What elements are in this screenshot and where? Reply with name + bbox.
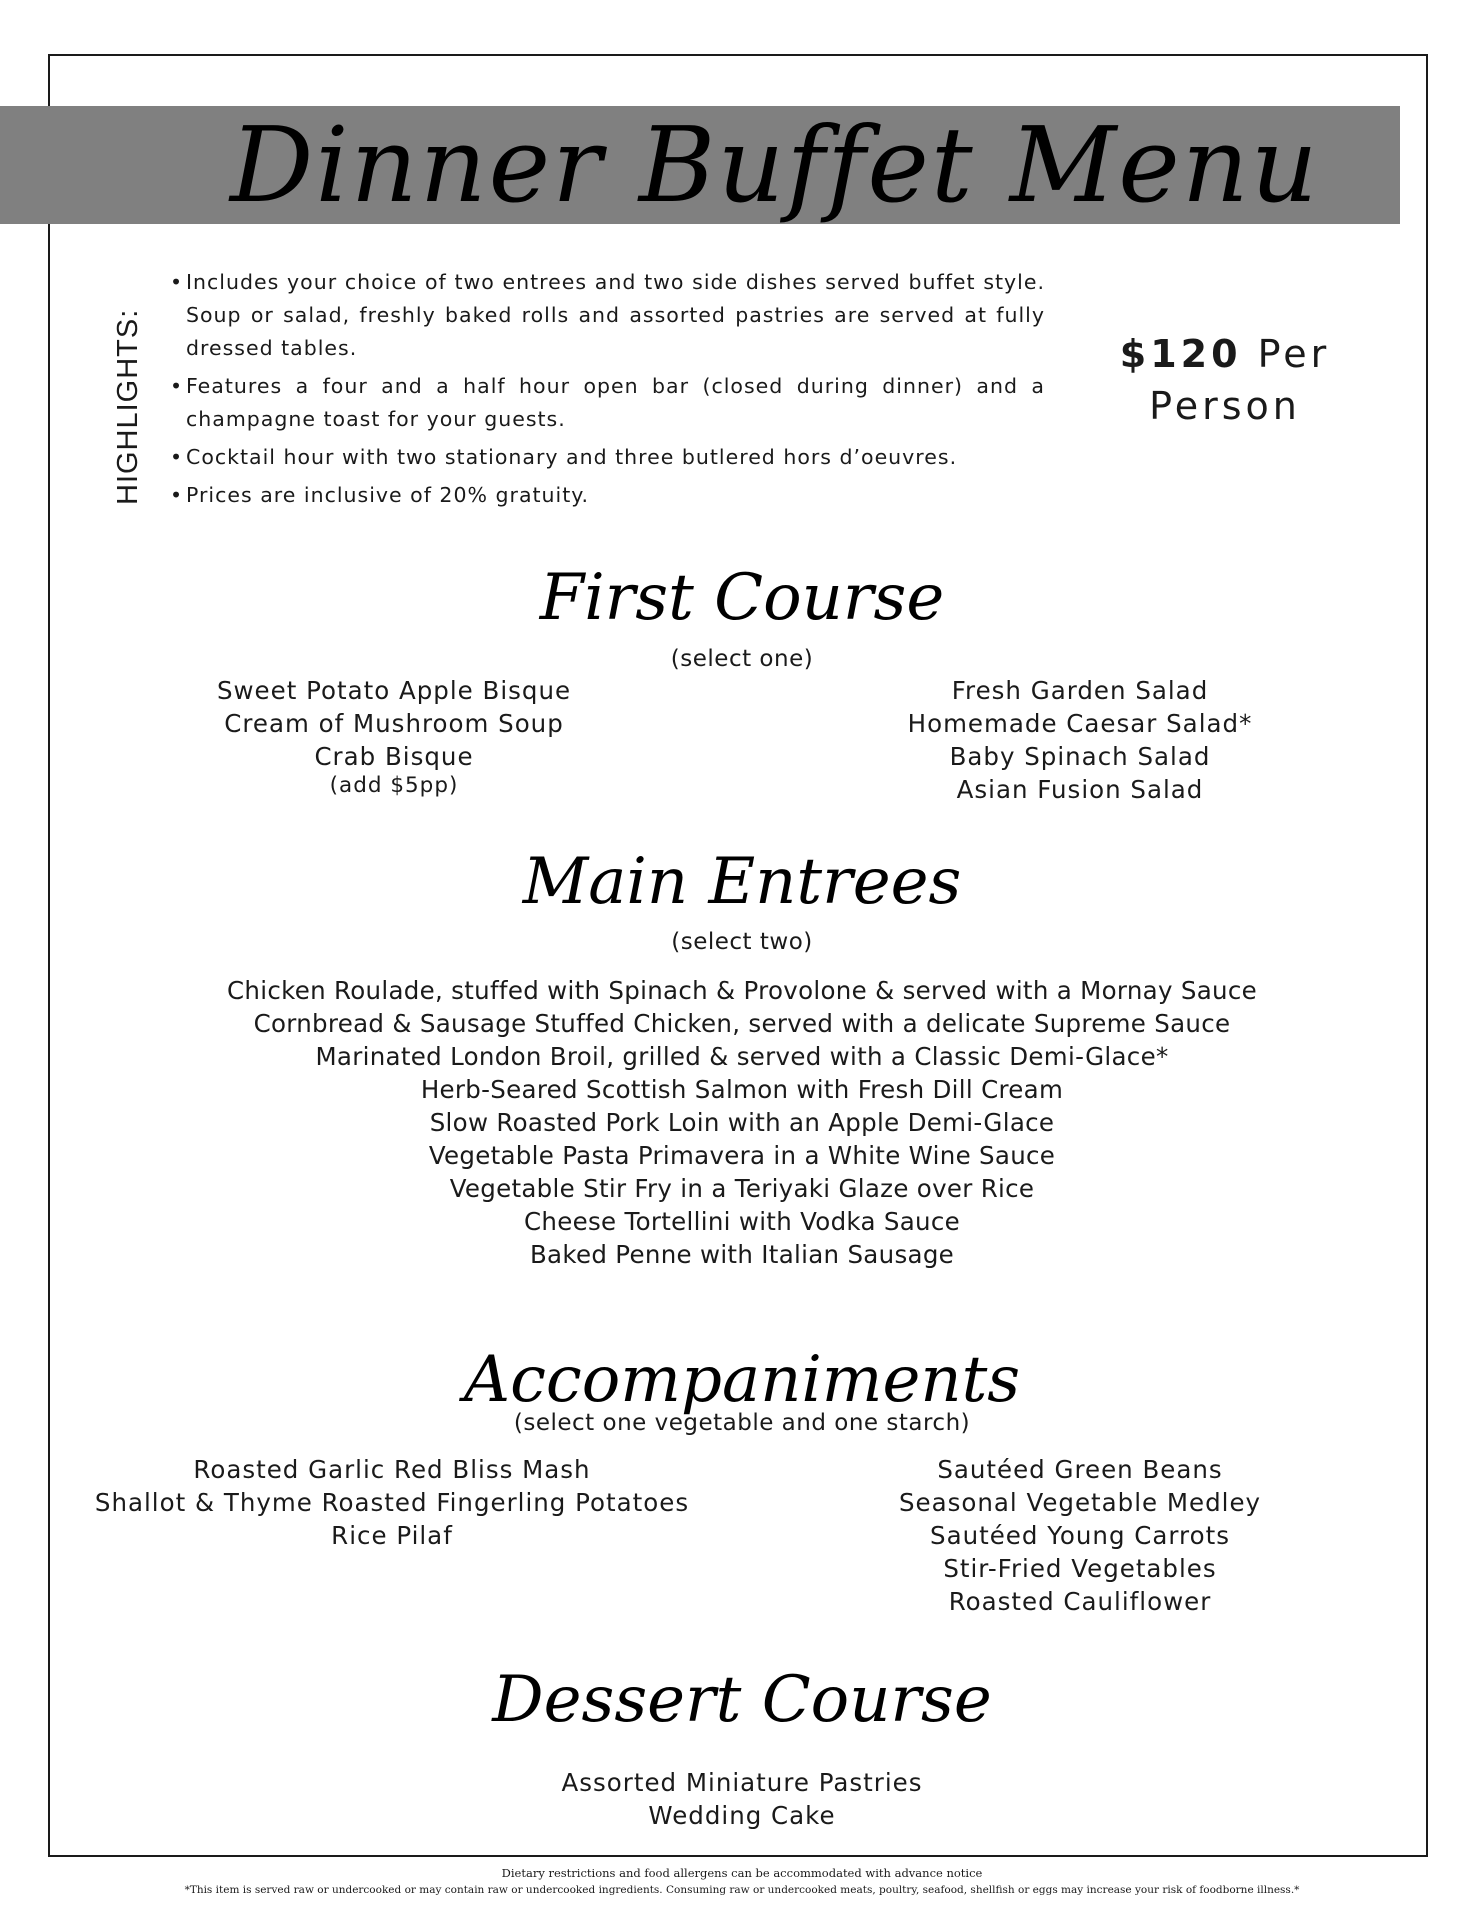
menu-item: Homemade Caesar Salad* [907,709,1253,738]
dessert-list [442,1766,1042,1832]
menu-item: Crab Bisque [314,742,474,771]
allergen-notice: Dietary restrictions and food allergens can be accommodated with advance notice [501,1866,983,1880]
menu-item: Vegetable Stir Fry in a Teriyaki Glaze over Rice [449,1174,1035,1203]
highlights-label: HIGHLIGHTS: [112,308,144,505]
menu-item: Wedding Cake [648,1801,836,1830]
highlight-item: • Prices are inclusive of 20% gratuity. [170,479,1045,512]
soup-column [172,674,616,799]
highlight-item: • Cocktail hour with two stationary and three butlered hors d’oeuvres. [170,441,1045,474]
menu-item: Slow Roasted Pork Loin with an Apple Demi-Glace [429,1108,1055,1137]
menu-item: Fresh Garden Salad [951,676,1209,705]
food-safety-disclaimer: *This item is served raw or undercooked or may contain raw or undercooked ingredients. Consuming raw or undercooked meats, poultry, seafood, shellfish or eggs may increase your risk of foodborne illness.* [184,1884,1300,1896]
price-unit: Per [1257,332,1331,376]
accompaniments-instruction: (select one vegetable and one starch) [513,1410,971,1436]
menu-item: Roasted Cauliflower [948,1587,1212,1616]
price-block [1070,328,1380,432]
menu-item: Sweet Potato Apple Bisque [216,676,572,705]
menu-item: Baked Penne with Italian Sausage [529,1240,955,1269]
menu-item: Cornbread & Sausage Stuffed Chicken, served with a delicate Supreme Sauce [253,1009,1231,1038]
first-course-instruction: (select one) [670,646,814,672]
menu-item: Herb-Seared Scottish Salmon with Fresh Dill Cream [420,1075,1064,1104]
menu-item: Cream of Mushroom Soup [224,709,564,738]
main-entrees-instruction: (select two) [671,929,813,955]
menu-item: Sautéed Young Carrots [930,1521,1230,1550]
highlights-list [170,266,1045,517]
salad-column [860,674,1300,806]
dessert-course-heading: Dessert Course [492,1663,992,1737]
highlight-item: • Includes your choice of two entrees and two side dishes served buffet style. Soup or salad, freshly baked rolls and assorted pastries are served at fully dressed tables. [170,266,1045,365]
menu-item: Sautéed Green Beans [937,1455,1223,1484]
menu-item: Rice Pilaf [331,1521,453,1550]
menu-item: Stir-Fried Vegetables [943,1554,1217,1583]
entree-list [142,974,1342,1271]
menu-item: Roasted Garlic Red Bliss Mash [193,1455,591,1484]
vegetable-column [860,1453,1300,1618]
first-course-heading: First Course [539,561,945,635]
page-title: Dinner Buffet Menu [230,104,1320,226]
price-unit-line2: Person [1149,384,1301,428]
menu-item: Baby Spinach Salad [949,742,1211,771]
price-note: (add $5pp) [329,773,459,798]
menu-item: Marinated London Broil, grilled & served with a Classic Demi-Glace* [315,1042,1169,1071]
accompaniments-heading: Accompaniments [463,1343,1021,1417]
menu-item: Cheese Tortellini with Vodka Sauce [523,1207,961,1236]
main-entrees-heading: Main Entrees [522,845,962,919]
menu-item: Asian Fusion Salad [956,775,1204,804]
menu-item: Vegetable Pasta Primavera in a White Wine Sauce [428,1141,1056,1170]
menu-item: Seasonal Vegetable Medley [898,1488,1262,1517]
menu-item: Shallot & Thyme Roasted Fingerling Potatoes [94,1488,690,1517]
starch-column [62,1453,722,1552]
price-amount: $120 [1119,332,1242,376]
menu-item: Chicken Roulade, stuffed with Spinach & Provolone & served with a Mornay Sauce [227,976,1257,1005]
menu-item: Assorted Miniature Pastries [561,1768,923,1797]
highlight-item: • Features a four and a half hour open bar (closed during dinner) and a champagne toast for your guests. [170,370,1045,436]
